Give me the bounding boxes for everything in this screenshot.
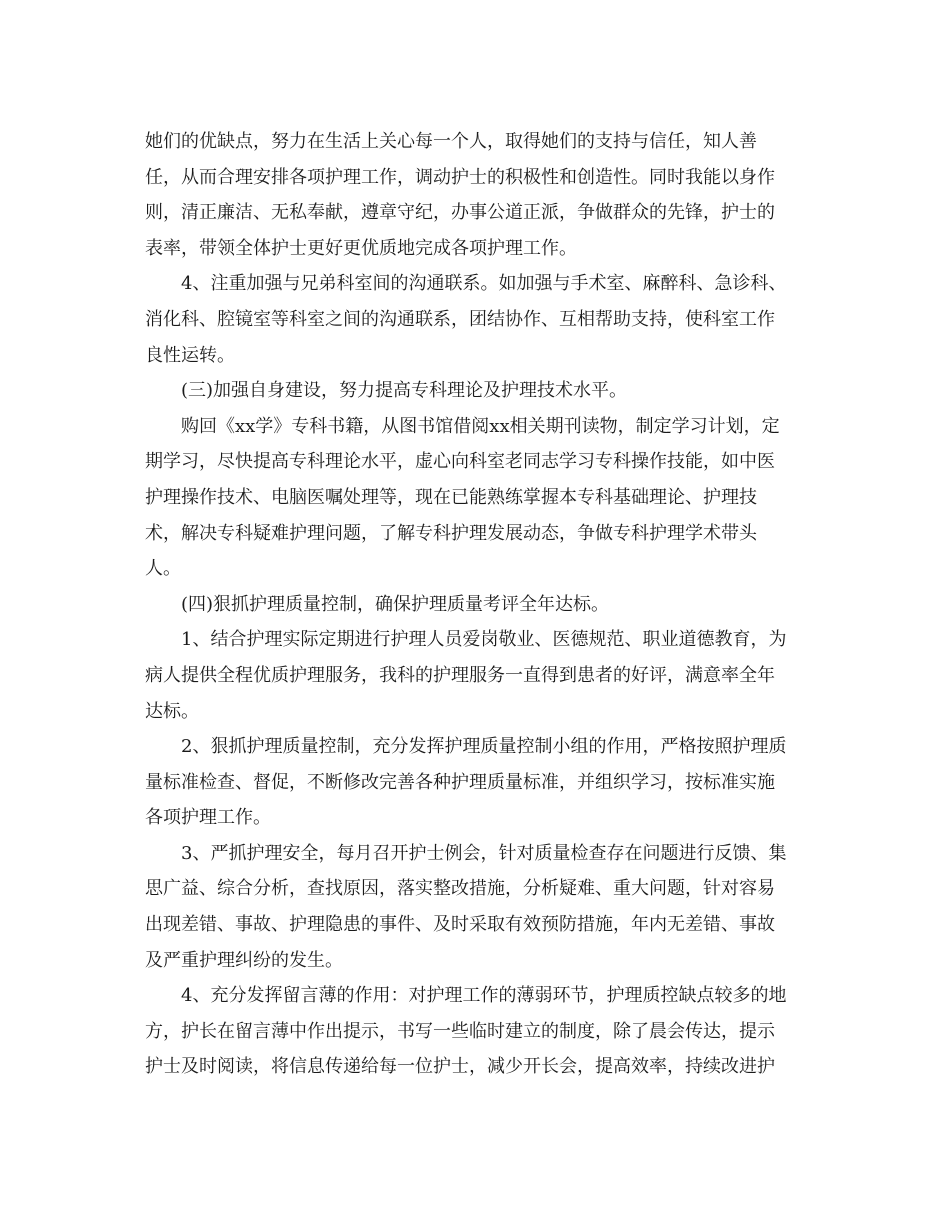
text-line: 达标。 [145, 700, 199, 722]
text-line: 思广益、综合分析，查找原因，落实整改措施，分析疑难、重大问题，针对容易 [145, 878, 775, 900]
text-line: 方，护长在留言薄中作出提示，书写一些临时建立的制度，除了晨会传达，提示 [145, 1020, 775, 1042]
text-line: 购回《xx学》专科书籍，从图书馆借阅xx相关期刊读物，制定学习计划，定 [181, 415, 780, 437]
text-line: 护士及时阅读，将信息传递给每一位护士，减少开长会，提高效率，持续改进护 [145, 1056, 775, 1078]
text-line: 2、狠抓护理质量控制，充分发挥护理质量控制小组的作用，严格按照护理质 [181, 736, 787, 758]
text-line: 术，解决专科疑难护理问题，了解专科护理发展动态，争做专科护理学术带头 [145, 522, 757, 544]
text-line: 及严重护理纠纷的发生。 [145, 949, 343, 971]
paragraph-continued [145, 124, 807, 266]
text-line: 护理操作技术、电脑医嘱处理等，现在已能熟练掌握本专科基础理论、护理技 [145, 486, 757, 508]
paragraph-books [145, 409, 807, 587]
text-line: 各项护理工作。 [145, 807, 271, 829]
paragraph-item-1 [145, 622, 807, 729]
heading-line: (四)狠抓护理质量控制，确保护理质量考评全年达标。 [181, 593, 610, 615]
paragraph-item-4-notes [145, 978, 807, 1085]
text-line: 1、结合护理实际定期进行护理人员爱岗敬业、医德规范、职业道德教育，为 [181, 629, 787, 651]
text-line: 人。 [145, 558, 181, 580]
text-line: 消化科、腔镜室等科室之间的沟通联系，团结协作、互相帮助支持，使科室工作 [145, 308, 775, 330]
heading-line: (三)加强自身建设，努力提高专科理论及护理技术水平。 [181, 380, 628, 402]
paragraph-item-3 [145, 836, 807, 978]
text-line: 表率，带领全体护士更好更优质地完成各项护理工作。 [145, 237, 577, 259]
paragraph-item-4-communication [145, 266, 807, 373]
text-line: 良性运转。 [145, 344, 235, 366]
text-line: 期学习，尽快提高专科理论水平，虚心向科室老同志学习专科操作技能，如中医 [145, 451, 775, 473]
text-line: 出现差错、事故、护理隐患的事件、及时采取有效预防措施，年内无差错、事故 [145, 914, 775, 936]
text-line: 任，从而合理安排各项护理工作，调动护士的积极性和创造性。同时我能以身作 [145, 166, 775, 188]
text-line: 她们的优缺点，努力在生活上关心每一个人，取得她们的支持与信任，知人善 [145, 131, 757, 152]
section-heading-4 [145, 587, 807, 623]
document-body [145, 124, 807, 1085]
text-line: 则，清正廉洁、无私奉献，遵章守纪，办事公道正派，争做群众的先锋，护士的 [145, 202, 775, 224]
paragraph-item-2 [145, 729, 807, 836]
text-line: 4、注重加强与兄弟科室间的沟通联系。如加强与手术室、麻醉科、急诊科、 [181, 273, 787, 295]
text-line: 病人提供全程优质护理服务，我科的护理服务一直得到患者的好评，满意率全年 [145, 664, 775, 686]
section-heading-3 [145, 373, 807, 409]
text-line: 3、严抓护理安全，每月召开护士例会，针对质量检查存在问题进行反馈、集 [181, 842, 787, 864]
text-line: 4、充分发挥留言薄的作用：对护理工作的薄弱环节，护理质控缺点较多的地 [181, 985, 787, 1007]
text-line: 量标准检查、督促，不断修改完善各种护理质量标准，并组织学习，按标准实施 [145, 771, 775, 793]
